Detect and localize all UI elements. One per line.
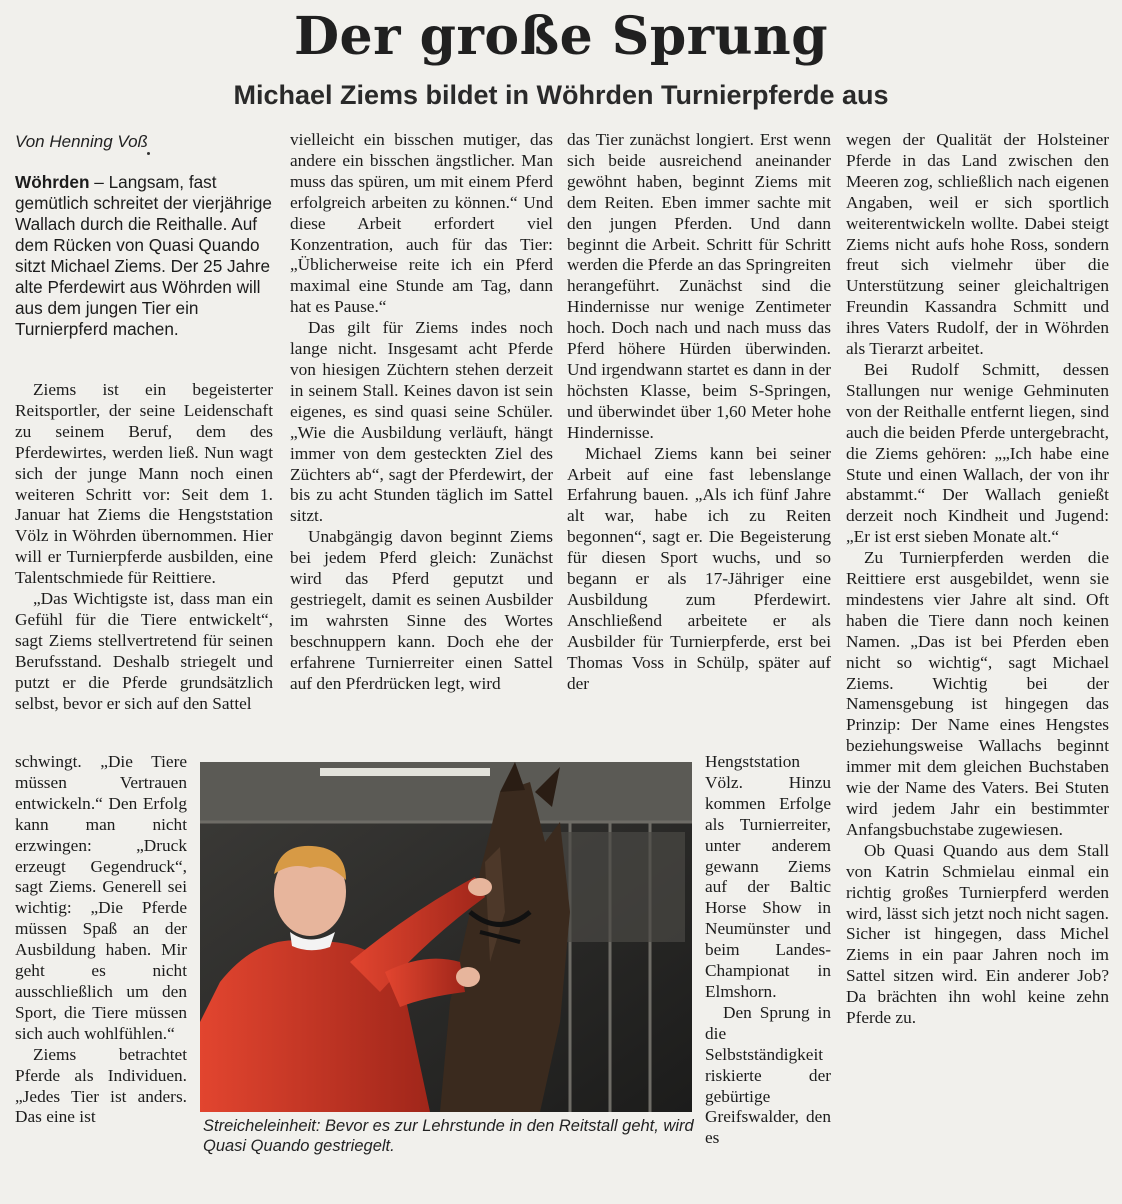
column-1-continued xyxy=(15,752,187,1128)
paragraph: wegen der Qualität der Holsteiner Pferde in das Land zwischen den Meeren zog, schließlich nach eigenen Angaben, weil er sich sportlich weiterentwickeln wollte. Dabei steigt Ziems nicht aufs hohe Ross, sondern freut sich vielmehr über die Unterstützung seiner gleichaltrigen Freundin Kassandra Schmitt und ihres Vaters Rudolf, der in Wöhrden als Tierarzt arbeitet. xyxy=(846,130,1109,359)
subheadline: Michael Ziems bildet in Wöhrden Turnierpferde aus xyxy=(233,80,889,110)
lead-text: – Langsam, fast gemütlich schreitet der vierjährige Wallach durch die Reithalle. Auf dem Rücken von Quasi Quando sitzt Michael Ziems. Der 25 Jahre alte Pferdewirt aus Wöhrden will aus dem jungen Tier ein Turnierpferd machen. xyxy=(15,172,272,339)
paragraph: Unabgängig davon beginnt Ziems bei jedem Pferd gleich: Zunächst wird das Pferd geputzt und gestriegelt, damit es seinen Ausbilder im wahrsten Sinne des Wortes beschnuppern kann. Doch ehe der erfahrene Turnierreiter einen Sattel auf den Pferdrücken legt, wird xyxy=(290,527,553,693)
paragraph: Michael Ziems kann bei seiner Arbeit auf eine fast lebenslange Erfahrung bauen. „Als ich fünf Jahre alt war, habe ich zu Reiten begonnen“, sagt er. Die Begeisterung für diesen Sport wuchs, und so begann er als 17-Jähriger eine Ausbildung zum Pferdewirt. Anschließend arbeitete er als Ausbilder für Turnierpferde, erst bei Thomas Voss in Schülp, später auf der xyxy=(567,443,831,693)
paragraph: das Tier zunächst longiert. Erst wenn sich beide ausreichend aneinander gewöhnt haben, beginnt Ziems mit dem Reiten. Eben immer sachte mit den jungen Pferden. Und dann beginnt die Arbeit. Schritt für Schritt werden die Pferde an das Springreiten herangeführt. Zunächst sind die Hindernisse nur wenige Zentimeter hoch. Doch nach und nach muss das Pferd höhere Hürden überwinden. Und irgendwann startet es dann in der höchsten Klasse, beim S-Springen, und überwindet über 1,60 Meter hohe Hindernisse. xyxy=(567,130,831,442)
paragraph: Ob Quasi Quando aus dem Stall von Katrin Schmielau einmal ein richtig großes Turnierpferd werden wird, lässt sich jetzt noch nicht sagen. Sicher ist hingegen, dass Michel Ziems in ein paar Jahren noch im Sattel sitzen wird. Ein anderer Job? Da brächten ihn wohl keine zehn Pferde zu. xyxy=(846,840,1109,1028)
byline: Von Henning Voß xyxy=(15,132,148,151)
column-3-continued xyxy=(705,752,831,1149)
column-3 xyxy=(567,130,831,694)
paragraph: Den Sprung in die Selbstständigkeit riskierte der gebürtige Greifswalder, den es xyxy=(705,1002,831,1148)
paragraph: Das gilt für Ziems indes noch lange nicht. Insgesamt acht Pferde von hiesigen Züchtern stehen derzeit in seinem Stall. Keines davon ist sein eigenes, es sind quasi seine Schüler. „Wie die Ausbildung verläuft, hängt immer von dem gesteckten Ziel des Züchters ab“, sagt der Pferdewirt, der bis zu acht Stunden täglich im Sattel sitzt. xyxy=(290,318,553,526)
column-2 xyxy=(290,130,553,694)
stable-horse-photo xyxy=(200,762,692,1112)
dateline: Wöhrden xyxy=(15,172,90,192)
photo-caption: Streicheleinheit: Bevor es zur Lehrstunde in den Reitstall geht, wird Quasi Quando gestriegelt. xyxy=(203,1117,694,1155)
lead-paragraph xyxy=(15,172,277,340)
paragraph: Zu Turnierpferden werden die Reittiere erst ausgebildet, wenn sie mindestens vier Jahre alt sind. Oft haben die Tiere dann noch keinen Namen. „Das ist bei Pferden eben nicht so wichtig“, sagt Michael Ziems. Wichtig bei der Namensgebung ist hingegen das Prinzip: Der Name eines Hengstes beziehungsweise Wallachs beginnt immer mit dem gleichen Buchstaben wie der Name des Vaters. Bei Stuten wird jedem Jahr ein bestimmter Anfangsbuchstabe zugewiesen. xyxy=(846,548,1109,839)
column-1 xyxy=(15,380,273,715)
headline: Der große Sprung xyxy=(293,6,829,67)
decorative-dot xyxy=(147,152,150,155)
column-4 xyxy=(846,130,1109,1029)
paragraph: schwingt. „Die Tiere müssen Vertrauen entwickeln.“ Den Erfolg kann man nicht erzwingen: „Druck erzeugt Gegendruck“, sagt Ziems. Generell sei wichtig: „Die Pferde müssen Spaß an der Ausbildung haben. Mir geht es nicht ausschließlich um den Sport, die Tiere müssen sich auch wohlfühlen.“ xyxy=(15,752,187,1043)
paragraph: Hengststation Völz. Hinzu kommen Erfolge als Turnierreiter, unter anderem gewann Ziems auf der Baltic Horse Show in Neumünster und beim Landes-Championat in Elmshorn. xyxy=(705,752,831,1001)
paragraph: vielleicht ein bisschen mutiger, das andere ein bisschen ängstlicher. Man muss das spüren, um mit einem Pferd erfolgreich arbeiten zu können.“ Und diese Arbeit erfordert viel Konzentration, auch für das Tier: „Üblicherweise reite ich ein Pferd maximal eine Stunde am Tag, dann hat es Pause.“ xyxy=(290,130,553,317)
article-photo xyxy=(200,762,692,1112)
paragraph: „Das Wichtigste ist, dass man ein Gefühl für die Tiere entwickelt“, sagt Ziems stellvertretend für seinen Berufsstand. Deshalb striegelt und putzt er die Pferde grundsätzlich selbst, bevor er sich auf den Sattel xyxy=(15,589,273,713)
paragraph: Ziems ist ein begeisterter Reitsportler, der seine Leidenschaft zu seinem Beruf, dem des Pferdewirtes, werden ließ. Nun wagt sich der junge Mann noch einen weiteren Schritt vor: Seit dem 1. Januar hat Ziems die Hengststation Völz in Wöhrden übernommen. Hier will er Turnierpferde ausbilden, eine Talentschmiede für Reittiere. xyxy=(15,380,273,588)
paragraph: Bei Rudolf Schmitt, dessen Stallungen nur wenige Gehminuten von der Reithalle entfernt liegen, sind auch die beiden Pferde untergebracht, die Ziems gehören: „„Ich habe eine Stute und einen Wallach, der von ihr abstammt.“ Der Wallach genießt derzeit noch Kindheit und Jugend: „Er ist erst sieben Monate alt.“ xyxy=(846,359,1109,547)
paragraph: Ziems betrachtet Pferde als Individuen. „Jedes Tier ist anders. Das eine ist xyxy=(15,1044,187,1127)
